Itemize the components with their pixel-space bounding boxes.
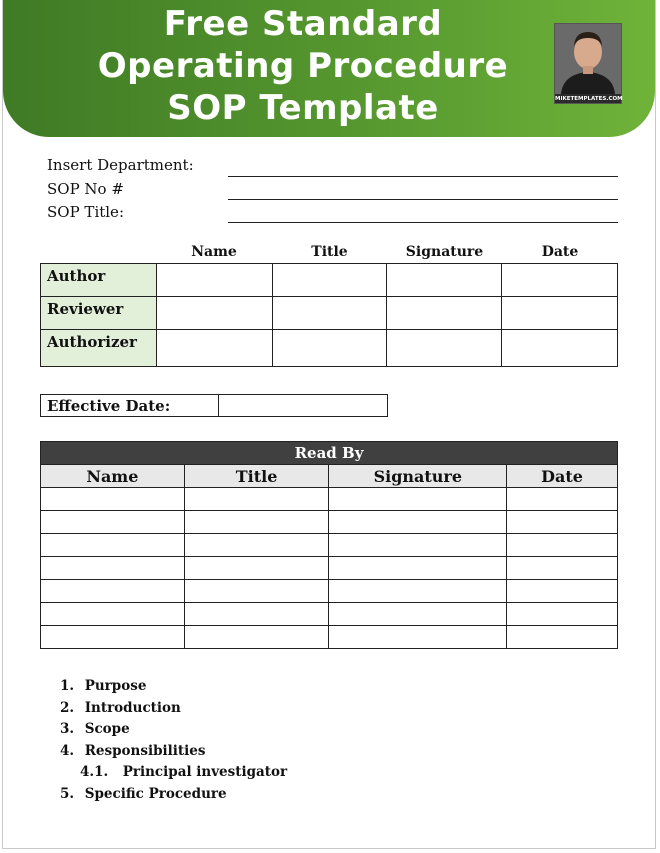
list-item: 4.1. Principal investigator — [80, 764, 288, 781]
read-by-cell[interactable] — [507, 534, 618, 557]
read-by-header-title: Title — [184, 465, 329, 488]
read-by-cell[interactable] — [41, 580, 185, 603]
read-by-cell[interactable] — [329, 626, 507, 649]
read-by-cell[interactable] — [329, 488, 507, 511]
read-by-cell[interactable] — [507, 557, 618, 580]
read-by-cell[interactable] — [41, 603, 185, 626]
signoff-row-reviewer — [41, 297, 618, 330]
document-title: Free Standard Operating Procedure SOP Template — [97, 4, 509, 128]
read-by-cell[interactable] — [184, 557, 329, 580]
author-photo — [554, 23, 622, 104]
read-by-header-signature: Signature — [329, 465, 507, 488]
list-item: 3. Scope — [60, 721, 130, 738]
signoff-row-author — [41, 264, 618, 297]
effective-date-label: Effective Date: — [41, 395, 219, 417]
signoff-cell[interactable] — [502, 264, 618, 297]
role-authorizer: Authorizer — [41, 330, 157, 367]
read-by-cell[interactable] — [184, 626, 329, 649]
read-by-cell[interactable] — [329, 580, 507, 603]
signoff-cell[interactable] — [387, 297, 502, 330]
table-row — [41, 511, 618, 534]
effective-date-input[interactable] — [218, 395, 387, 417]
signoff-row-authorizer — [41, 330, 618, 367]
sop-no-input-line[interactable] — [228, 199, 618, 200]
read-by-cell[interactable] — [41, 626, 185, 649]
table-row — [41, 603, 618, 626]
department-label: Insert Department: — [47, 156, 194, 174]
read-by-cell[interactable] — [184, 580, 329, 603]
read-by-cell[interactable] — [507, 580, 618, 603]
read-by-cell[interactable] — [184, 488, 329, 511]
sop-no-label: SOP No # — [47, 180, 124, 198]
department-input-line[interactable] — [228, 176, 618, 177]
toc-list — [60, 676, 287, 806]
signoff-cell[interactable] — [387, 330, 502, 367]
role-reviewer: Reviewer — [41, 297, 157, 330]
read-by-header-name: Name — [41, 465, 185, 488]
read-by-cell[interactable] — [329, 557, 507, 580]
signoff-cell[interactable] — [156, 297, 272, 330]
read-by-cell[interactable] — [41, 534, 185, 557]
list-item: 2. Introduction — [60, 699, 181, 716]
read-by-cell[interactable] — [329, 534, 507, 557]
signoff-cell[interactable] — [272, 330, 387, 367]
read-by-cell[interactable] — [41, 511, 185, 534]
read-by-cell[interactable] — [507, 488, 618, 511]
list-item: 5. Specific Procedure — [60, 785, 227, 802]
effective-date-table — [40, 394, 388, 417]
read-by-cell[interactable] — [184, 603, 329, 626]
signoff-cell[interactable] — [387, 264, 502, 297]
signoff-cell[interactable] — [502, 330, 618, 367]
table-row — [41, 580, 618, 603]
photo-caption: MIKETEMPLATES.COM — [555, 96, 623, 102]
role-author: Author — [41, 264, 157, 297]
signoff-cell[interactable] — [272, 264, 387, 297]
read-by-cell[interactable] — [507, 603, 618, 626]
read-by-cell[interactable] — [329, 603, 507, 626]
signoff-header-date: Date — [541, 244, 579, 260]
signoff-header-signature: Signature — [405, 244, 484, 260]
list-item: 4. Responsibilities — [60, 742, 206, 759]
signoff-cell[interactable] — [156, 330, 272, 367]
read-by-table — [40, 441, 618, 649]
read-by-cell[interactable] — [184, 534, 329, 557]
signoff-table — [40, 263, 618, 367]
person-portrait-icon — [555, 24, 621, 94]
signoff-cell[interactable] — [272, 297, 387, 330]
read-by-cell[interactable] — [41, 488, 185, 511]
signoff-cell[interactable] — [156, 264, 272, 297]
sop-title-input-line[interactable] — [228, 222, 618, 223]
table-row — [41, 626, 618, 649]
list-item: 1. Purpose — [60, 678, 147, 694]
read-by-cell[interactable] — [507, 511, 618, 534]
signoff-header-title: Title — [311, 244, 348, 260]
read-by-header-date: Date — [507, 465, 618, 488]
read-by-cell[interactable] — [184, 511, 329, 534]
read-by-cell[interactable] — [41, 557, 185, 580]
sop-title-label: SOP Title: — [47, 203, 124, 221]
read-by-cell[interactable] — [329, 511, 507, 534]
read-by-caption: Read By — [41, 442, 618, 465]
signoff-cell[interactable] — [502, 297, 618, 330]
header-banner — [3, 0, 655, 137]
table-row — [41, 488, 618, 511]
table-row — [41, 534, 618, 557]
table-row — [41, 557, 618, 580]
read-by-cell[interactable] — [507, 626, 618, 649]
signoff-header-name: Name — [191, 244, 237, 260]
